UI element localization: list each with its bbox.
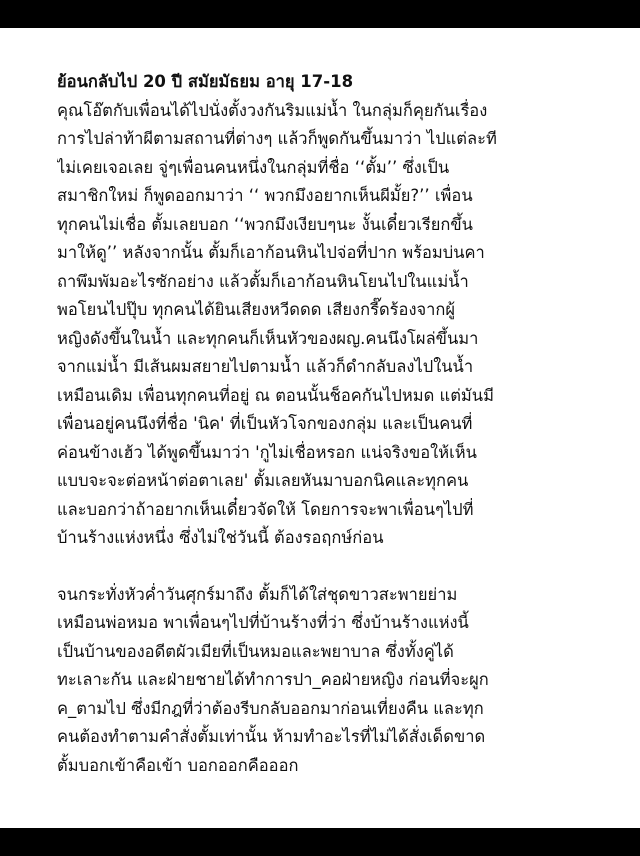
document-page <box>0 28 640 828</box>
text-line: เป็นบ้านของอดีตผัวเมียที่เป็นหมอและพยาบาล ซึ่งทั้งคู่ได้ <box>57 641 454 661</box>
text-line: หญิงดังขึ้นในน้ำ และทุกคนก็เห็นหัวของผญ.คนนึงโผล่ขึ้นมา <box>57 328 479 348</box>
text-line: คุณโอ๊ตกับเพื่อนได้ไปนั่งตั้งวงกันริมแม่น้ำ ในกลุ่มก็คุยกันเรื่อง <box>57 100 488 120</box>
text-line: การไปล่าท้าผีตามสถานที่ต่างๆ แล้วก็พูดกันขึ้นมาว่า ไปแต่ละที <box>57 129 497 148</box>
text-line: ค_ตามไป ซึ่งมีกฎที่ว่าต้องรีบกลับออกมาก่อนเที่ยงคืน และทุก <box>57 698 484 718</box>
text-line: แบบจะจะต่อหน้าต่อตาเลย' ตั้มเลยหันมาบอกนิคและทุกคน <box>57 471 469 490</box>
text-line: มาให้ดู’’ หลังจากนั้น ตั้มก็เอาก้อนหินไปจ่อที่ปาก พร้อมบ่นคา <box>57 243 485 262</box>
text-line: ทะเลาะกัน และฝ่ายชายได้ทำการปา_คอฝ่ายหญิง ก่อนที่จะผูก <box>57 670 489 689</box>
text-line: จนกระทั่งหัวค่ำวันศุกร์มาถึง ตั้มก็ได้ใส่ชุดขาวสะพายย่าม <box>57 584 458 604</box>
text-line: ค่อนข้างเฮ้ว ได้พูดขึ้นมาว่า 'กูไม่เชื่อหรอก แน่จริงขอให้เห็น <box>57 442 477 462</box>
paragraph-2 <box>57 581 602 781</box>
paragraph-spacer <box>57 553 602 581</box>
paragraph-1 <box>57 97 602 553</box>
text-line: ตั้มบอกเข้าคือเข้า บอกออกคือออก <box>57 755 299 775</box>
text-line: บ้านร้างแห่งหนึ่ง ซึ่งไม่ใช่วันนี้ ต้องรอฤกษ์ก่อน <box>57 528 384 547</box>
text-line: ทุกคนไม่เชื่อ ตั้มเลยบอก ‘‘พวกมึงเงียบๆนะ งั้นเดี๋ยวเรียกขึ้น <box>57 214 473 234</box>
story-heading: ย้อนกลับไป 20 ปี สมัยมัธยม อายุ 17-18 <box>57 72 354 91</box>
text-line: จากแม่น้ำ มีเส้นผมสยายไปตามน้ำ แล้วก็ดำกลับลงไปในน้ำ <box>57 357 474 376</box>
text-line: เพื่อนอยู่คนนึงที่ชื่อ 'นิค' ที่เป็นหัวโจกของกลุ่ม และเป็นคนที่ <box>57 414 473 433</box>
text-line: ไม่เคยเจอเลย จู่ๆเพื่อนคนหนึ่งในกลุ่มที่ชื่อ ‘‘ตั้ม’’ ซึ่งเป็น <box>57 157 450 177</box>
text-line: เหมือนเดิม เพื่อนทุกคนที่อยู่ ณ ตอนนั้นช็อคกันไปหมด แต่มันมี <box>57 385 494 405</box>
text-line: สมาชิกใหม่ ก็พูดออกมาว่า ‘‘ พวกมึงอยากเห็นผีมั้ย?’’ เพื่อน <box>57 186 473 205</box>
text-line: เหมือนพ่อหมอ พาเพื่อนๆไปที่บ้านร้างที่ว่า ซึ่งบ้านร้างแห่งนี้ <box>57 613 469 632</box>
text-line: ถาพึมพัมอะไรซักอย่าง แล้วตั้มก็เอาก้อนหินโยนไปในแม่น้ำ <box>57 271 469 291</box>
text-line: และบอกว่าถ้าอยากเห็นเดี๋ยวจัดให้ โดยการจะพาเพื่อนๆไปที่ <box>57 499 474 519</box>
text-line: พอโยนไปปุ๊บ ทุกคนได้ยินเสียงหวีดดด เสียงกรี๊ดร้องจากผู้ <box>57 300 456 319</box>
text-line: คนต้องทำตามคำสั่งตั้มเท่านั้น ห้ามทำอะไรที่ไม่ได้สั่งเด็ดขาด <box>57 727 486 746</box>
